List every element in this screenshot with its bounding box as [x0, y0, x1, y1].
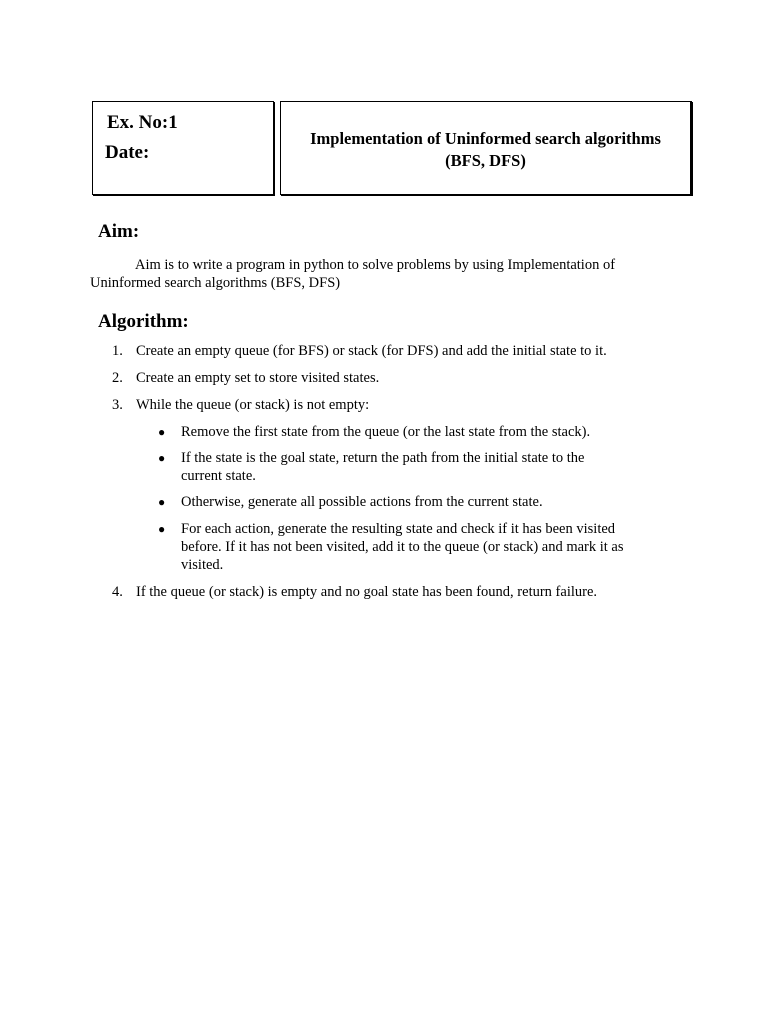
bullet-text: Remove the first state from the queue (or the last state from the stack).	[181, 424, 591, 440]
date-label: Date:	[105, 142, 150, 163]
algorithm-bullet	[158, 423, 628, 441]
algorithm-bullet	[158, 520, 628, 574]
bullet-icon: ●	[158, 451, 166, 465]
algorithm-bullet	[158, 493, 628, 511]
bullet-text: Otherwise, generate all possible actions from the current state.	[181, 494, 543, 510]
algorithm-bullet	[158, 449, 628, 485]
bullet-icon: ●	[158, 495, 166, 509]
title-line-2: (BFS, DFS)	[445, 151, 526, 170]
bullet-text: For each action, generate the resulting state and check if it has been visited before. If it has not been visited, add it to the queue (or stack) and mark it as visited.	[181, 521, 624, 573]
step-number: 3.	[112, 397, 123, 413]
bullet-text: If the state is the goal state, return the path from the initial state to the current state.	[181, 450, 585, 484]
document-title	[281, 128, 690, 172]
exercise-info-box	[92, 101, 274, 195]
title-box	[280, 101, 692, 195]
step-number: 4.	[112, 584, 123, 600]
step-text: Create an empty queue (for BFS) or stack (for DFS) and add the initial state to it.	[136, 343, 607, 359]
step-number: 2.	[112, 370, 123, 386]
aim-text-line-2: Uninformed search algorithms (BFS, DFS)	[90, 275, 341, 291]
step-text: While the queue (or stack) is not empty:	[136, 397, 370, 413]
exercise-number: Ex. No:1	[107, 112, 178, 133]
bullet-icon: ●	[158, 425, 166, 439]
aim-heading: Aim:	[98, 221, 140, 242]
step-text: Create an empty set to store visited states.	[136, 370, 380, 386]
step-text: If the queue (or stack) is empty and no goal state has been found, return failure.	[136, 584, 598, 600]
algorithm-heading: Algorithm:	[98, 311, 189, 332]
bullet-icon: ●	[158, 522, 166, 536]
aim-text-line-1: Aim is to write a program in python to solve problems by using Implementation of	[135, 257, 616, 273]
aim-paragraph	[90, 256, 650, 292]
step-number: 1.	[112, 343, 123, 359]
title-line-1: Implementation of Uninformed search algorithms	[310, 129, 661, 148]
